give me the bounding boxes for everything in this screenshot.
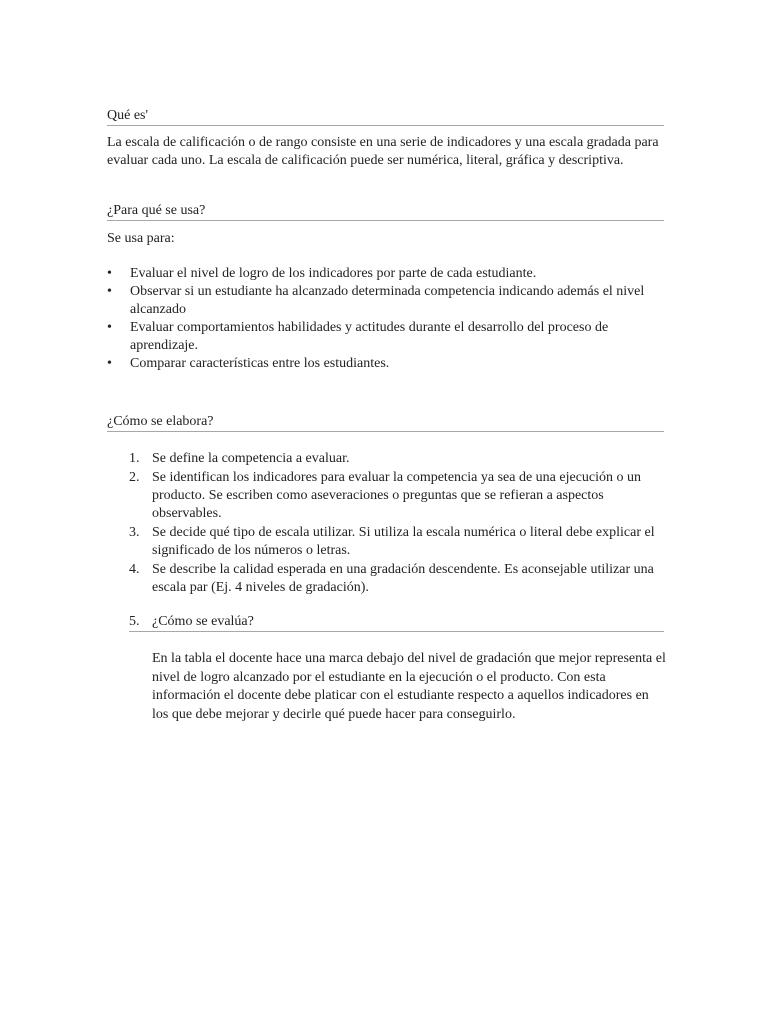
heading-text: ¿Cómo se evalúa? <box>152 614 254 629</box>
paragraph-definition: La escala de calificación o de rango consiste en una serie de indicadores y una escala gradada para evaluar cada uno. La escala de calificación puede ser numérica, literal, gráfica y descriptiva. <box>107 135 659 168</box>
step-text: Se identifican los indicadores para evaluar la competencia ya sea de una ejecución o un producto. Se escriben como aseveraciones o preguntas que se refieran a aspectos observables. <box>152 470 642 521</box>
heading-como-elabora: ¿Cómo se elabora? <box>107 414 664 432</box>
uses-list <box>107 265 667 373</box>
list-item <box>107 355 667 373</box>
step-number: 2. <box>129 470 140 485</box>
bullet-icon: • <box>107 284 112 299</box>
step-item <box>129 524 669 560</box>
step-number: 3. <box>129 525 140 540</box>
list-item <box>107 265 667 283</box>
bullet-icon: • <box>107 356 112 371</box>
bullet-icon: • <box>107 320 112 335</box>
heading-que-es: Qué es' <box>107 108 664 126</box>
list-item-text: Observar si un estudiante ha alcanzado determinada competencia indicando además el nivel alcanzado <box>130 284 645 317</box>
bullet-icon: • <box>107 266 112 281</box>
list-item <box>107 283 667 319</box>
list-item-text: Evaluar comportamientos habilidades y actitudes durante el desarrollo del proceso de aprendizaje. <box>130 320 609 353</box>
step-item <box>129 450 669 468</box>
list-item-text: Comparar características entre los estudiantes. <box>130 356 390 371</box>
steps-list <box>129 450 669 598</box>
heading-como-evalua <box>129 614 664 632</box>
paragraph-uses-intro: Se usa para: <box>107 231 175 246</box>
step-number: 5. <box>129 614 140 629</box>
list-item-text: Evaluar el nivel de logro de los indicadores por parte de cada estudiante. <box>130 266 537 281</box>
step-text: Se describe la calidad esperada en una gradación descendente. Es aconsejable utilizar una escala par (Ej. 4 niveles de gradación). <box>152 562 654 595</box>
step-item <box>129 561 669 597</box>
heading-para-que: ¿Para qué se usa? <box>107 203 664 221</box>
step-text: Se decide qué tipo de escala utilizar. Si utiliza la escala numérica o literal debe explicar el significado de los números o letras. <box>152 525 655 558</box>
step-text: Se define la competencia a evaluar. <box>152 451 350 466</box>
list-item <box>107 319 667 355</box>
step-number: 4. <box>129 562 140 577</box>
step-number: 1. <box>129 451 140 466</box>
step-item <box>129 469 669 523</box>
paragraph-evaluation: En la tabla el docente hace una marca debajo del nivel de gradación que mejor representa el nivel de logro alcanzado por el estudiante en la ejecución o el producto. Con esta información el docente debe platicar con el estudiante respecto a aquellos indicadores en los que debe mejorar y decirle qué puede hacer para conseguirlo. <box>152 651 666 722</box>
